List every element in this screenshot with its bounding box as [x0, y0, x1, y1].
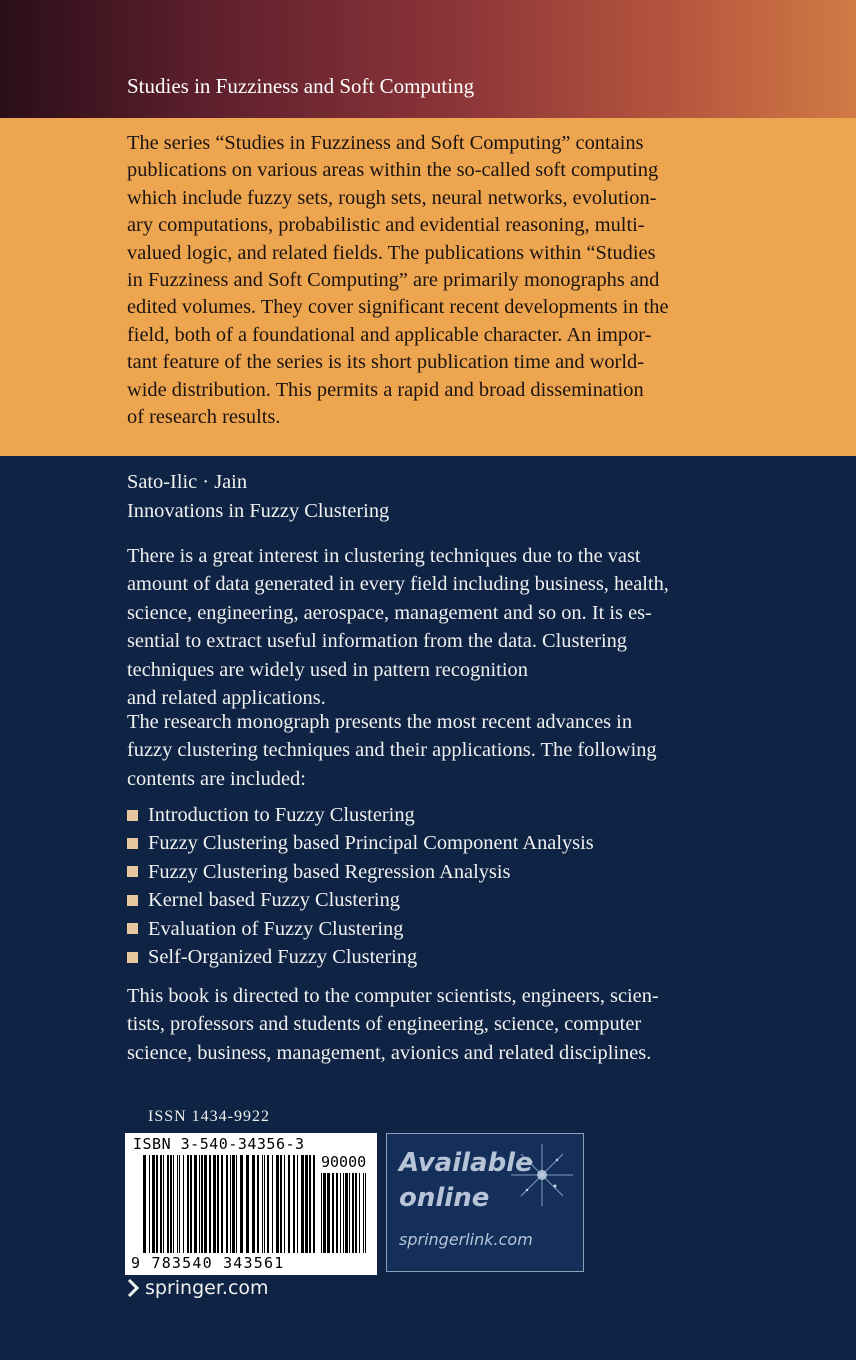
blurb-paragraph-3: This book is directed to the computer scientists, engineers, scien- tists, professors and students of engineering, science, computer science, business, management, avionics and related disciplines. [127, 985, 659, 1064]
list-item-text: Self-Organized Fuzzy Clustering [148, 945, 418, 968]
ean-number: 9 783540 343561 [131, 1254, 285, 1272]
list-item-text: Fuzzy Clustering based Principal Component Analysis [148, 832, 594, 855]
list-item [127, 829, 594, 857]
square-bullet-icon [127, 923, 138, 934]
square-bullet-icon [127, 895, 138, 906]
blurb-paragraph-1: There is a great interest in clustering techniques due to the vast amount of data generated in every field including business, health, science, engineering, aerospace, management and so on. It is es- sential to extract useful information from the data. Clustering techniques are widely used in pattern recognition and related applications. [127, 545, 669, 710]
square-bullet-icon [127, 952, 138, 963]
price-addon-number: 90000 [321, 1153, 367, 1171]
list-item [127, 915, 594, 943]
header-gradient-band [0, 0, 856, 118]
book-title: Innovations in Fuzzy Clustering [127, 500, 390, 522]
available-online-badge [386, 1133, 584, 1272]
publisher-url: springer.com [145, 1277, 269, 1299]
online-title-line2: online [399, 1183, 490, 1213]
online-title-line1: Available [399, 1148, 533, 1178]
square-bullet-icon [127, 838, 138, 849]
list-item-text: Introduction to Fuzzy Clustering [148, 804, 415, 826]
blurb-paragraph-2: The research monograph presents the most recent advances in fuzzy clustering techniques and their applications. The following contents are included: [127, 711, 657, 790]
chevron-right-icon [127, 1279, 139, 1297]
publisher-link[interactable] [127, 1277, 269, 1299]
square-bullet-icon [127, 810, 138, 821]
square-bullet-icon [127, 866, 138, 877]
list-item [127, 801, 594, 829]
series-description: The series “Studies in Fuzziness and Soft Computing” contains publications on various areas within the so-called soft computing which include fuzzy sets, rough sets, neural networks, evolution- ary computations, probabilistic and evidential reasoning, multi- valued logic, and related fields. The publications within “Studies in Fuzziness and Soft Computing” are primarily monographs and edited volumes. They cover significant recent developments in the field, both of a foundational and applicable character. An impor- tant feature of the series is its short publication time and world- wide distribution. This permits a rapid and broad dissemination of research results. [127, 132, 669, 429]
book-authors: Sato-Ilic · Jain [127, 471, 248, 493]
list-item-text: Kernel based Fuzzy Clustering [148, 889, 400, 912]
list-item-text: Evaluation of Fuzzy Clustering [148, 917, 404, 940]
series-title: Studies in Fuzziness and Soft Computing [127, 74, 475, 98]
isbn-number: ISBN 3-540-34356-3 [133, 1135, 305, 1153]
list-item [127, 943, 594, 971]
isbn-barcode [125, 1133, 377, 1275]
list-item-text: Fuzzy Clustering based Regression Analysis [148, 860, 511, 883]
issn-number: ISSN 1434-9922 [148, 1108, 271, 1125]
contents-list [127, 801, 594, 971]
list-item [127, 886, 594, 914]
springerlink-url: springerlink.com [399, 1230, 533, 1249]
addon-barcode-bars-icon [321, 1173, 369, 1253]
barcode-bars-icon [143, 1155, 315, 1253]
list-item [127, 858, 594, 886]
